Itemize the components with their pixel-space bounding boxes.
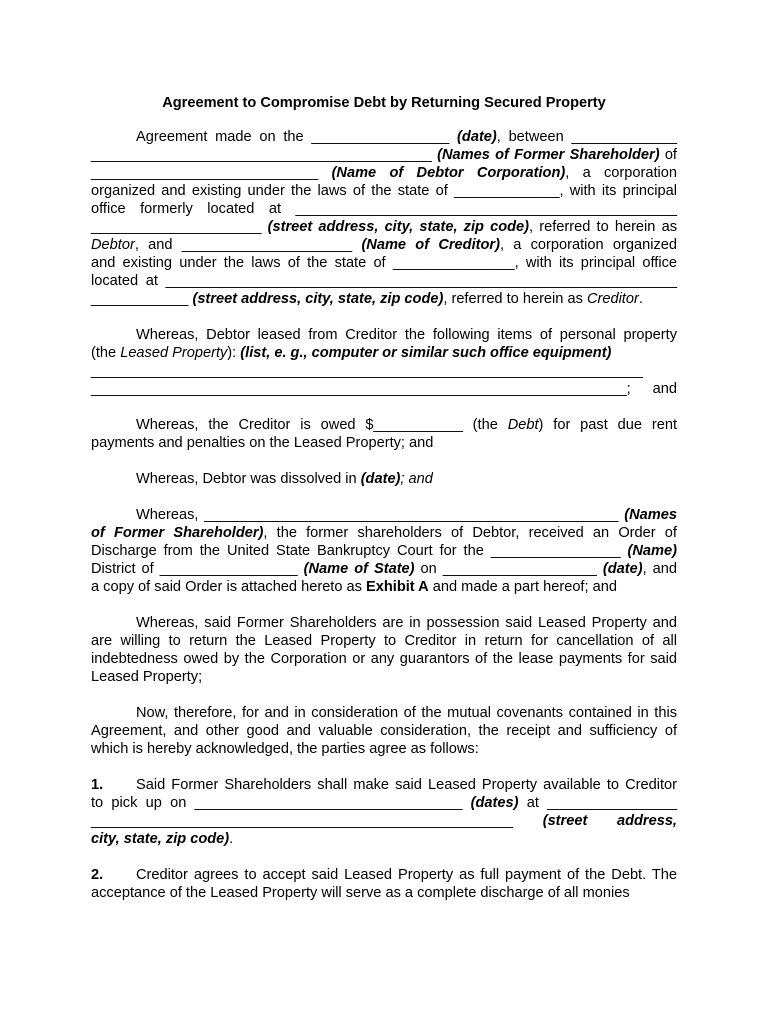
text: (the [91,345,121,361]
section-2 [91,866,677,902]
text-line: and existing under the laws of the state of _______________, with its principal office [91,255,677,271]
leased-property-paragraph [91,326,677,398]
placeholder-address: (street address, city, state, zip code) [267,219,530,235]
text-line [91,560,677,578]
text-line [91,470,677,488]
placeholder-dates: (dates) [470,795,519,811]
text-line: Whereas, Debtor leased from Creditor the following items of personal property [136,327,677,343]
text-line: payments and penalties on the Leased Property; and [91,435,434,451]
text: a copy of said Order is attached hereto as [91,579,367,595]
placeholder-debtor-corporation: (Name of Debtor Corporation) [331,165,566,181]
text: . [638,291,643,307]
text: _____________________ [91,219,268,235]
text-line [91,542,677,560]
text-line [91,416,677,434]
text: on ___________________ [414,561,603,577]
text: Discharge from the United State Bankruptcy Court for the ________________ [91,543,628,559]
text-line: acceptance of the Leased Property will serve as a complete discharge of all monies [91,885,630,901]
text: to pick up on _________________________________ [91,795,471,811]
text-line: Leased Property; [91,669,203,685]
text-line: which is hereby acknowledged, the parties agree as follows: [91,741,479,757]
text: of [659,147,677,163]
text-line [91,812,677,830]
text-line: located at _______________________________________________________________ [91,273,677,289]
section-number: 1. [91,777,104,793]
text-line: are willing to return the Leased Property to Creditor in return for cancellation of all [91,633,677,649]
text: Agreement made on the _________________ [136,129,458,145]
document-page [91,90,677,920]
dissolved-paragraph [91,470,677,488]
defined-term: Debtor [91,237,135,253]
placeholder-name: (Name) [627,543,677,559]
text: and made a part hereof; and [428,579,617,595]
text: ____________________________ [91,165,332,181]
text: Said Former Shareholders shall make said Leased Property available to Creditor [136,777,677,793]
defined-term: Debt [507,417,539,433]
placeholder-address: (street address, [542,813,677,829]
text-line [91,290,677,308]
text: , the former shareholders of Debtor, received an Order of [263,525,677,541]
text: Creditor agrees to accept said Leased Property as full payment of the Debt. The [136,867,677,883]
discharge-paragraph [91,506,677,596]
text-line: __________________________________________________________________; and [91,381,677,397]
parties-paragraph [91,128,677,308]
text-line: Whereas, said Former Shareholders are in possession said Leased Property and [136,615,677,631]
text: , and [642,561,677,577]
debt-paragraph [91,416,677,452]
text: , and _____________________ [134,237,362,253]
text: , a corporation [565,165,678,181]
section-number: 2. [91,867,104,883]
text-line [91,794,677,812]
text: at ________________ [518,795,677,811]
placeholder-date: (date) [457,129,497,145]
text-line [91,578,677,596]
text-line: Now, therefore, for and in consideration of the mutual covenants contained in this [136,705,677,721]
text: ) for past due rent [538,417,677,433]
placeholder-date: (date) [360,471,401,487]
text: ____________________________________________________ [91,813,543,829]
text: , between _____________ [496,129,677,145]
placeholder-names: (Names [624,507,677,523]
text-line [91,830,677,848]
text: Whereas, Debtor was dissolved in [136,471,361,487]
text-line [91,128,677,146]
text-line [91,506,677,524]
text: ____________ [91,291,193,307]
placeholder-list: (list, e. g., computer or similar such office equipment) [240,345,612,361]
possession-paragraph [91,614,677,686]
text-line [91,866,677,884]
text: Whereas, ___________________________________________________ [136,507,625,523]
text-line [91,776,677,794]
document-title: Agreement to Compromise Debt by Returning Secured Property [162,95,606,111]
text-line: organized and existing under the laws of the state of _____________, with its principal [91,183,677,199]
text-line [91,146,677,164]
defined-term: Leased Property [120,345,228,361]
blank-line: ____________________________________________________________________ [91,363,643,379]
text: , referred to herein as [529,219,677,235]
text-line [91,344,677,362]
text-line [91,236,677,254]
text: Whereas, the Creditor is owed $___________ (the [136,417,508,433]
text-line [91,164,677,182]
section-1 [91,776,677,848]
text: District of _________________ [91,561,304,577]
text: . [229,831,234,847]
text-line [91,218,677,236]
text-line: indebtedness owed by the Corporation or any guarantors of the lease payments for said [91,651,677,667]
text: ; and [400,471,433,487]
placeholder-address: (street address, city, state, zip code) [192,291,444,307]
text: ): [227,345,241,361]
placeholder-state: (Name of State) [303,561,415,577]
defined-term: Creditor [586,291,639,307]
text-line: office formerly located at _______________________________________________ [91,201,677,217]
placeholder-date: (date) [602,561,643,577]
text: , a corporation organized [499,237,677,253]
placeholder-shareholder-names: (Names of Former Shareholder) [437,147,660,163]
placeholder-address: city, state, zip code) [91,831,230,847]
text-line: Agreement, and other good and valuable consideration, the receipt and sufficiency of [91,723,677,739]
exhibit-reference: Exhibit A [366,579,429,595]
placeholder-names: of Former Shareholder) [91,525,264,541]
text: , referred to herein as [443,291,587,307]
consideration-paragraph [91,704,677,758]
placeholder-creditor-name: (Name of Creditor) [361,237,500,253]
text-line [91,524,677,542]
text: __________________________________________ [91,147,438,163]
